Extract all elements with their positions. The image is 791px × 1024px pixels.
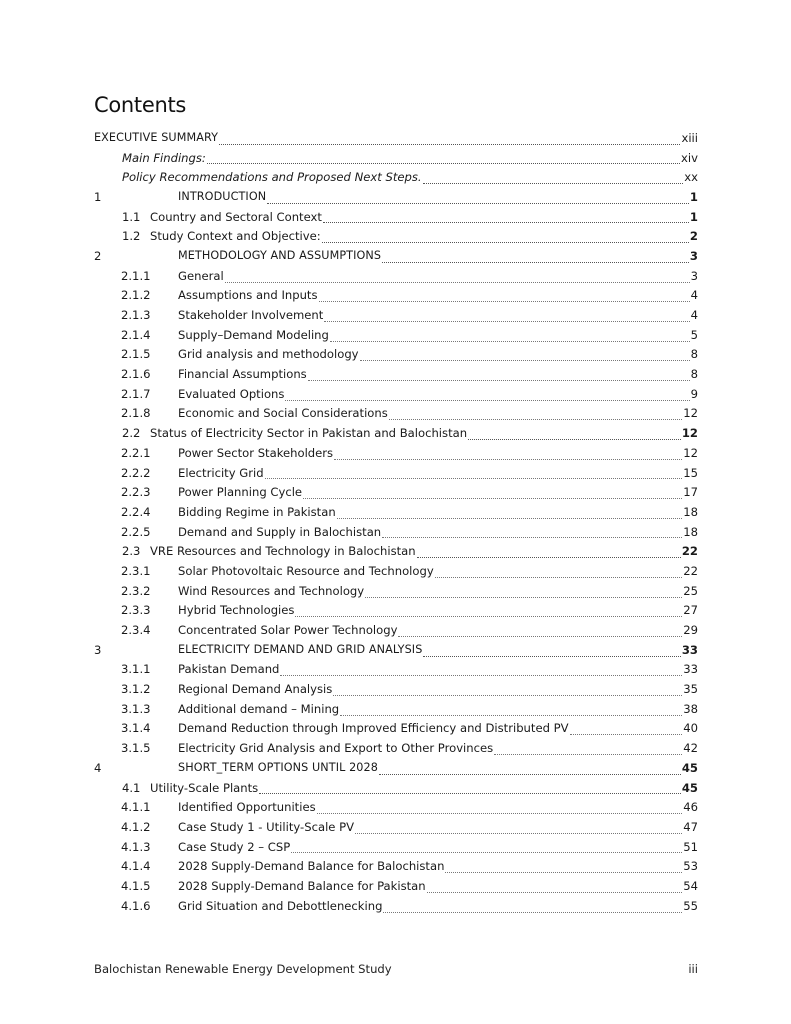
- toc-page: 4: [690, 308, 698, 323]
- toc-page: 8: [690, 347, 698, 362]
- toc-page: 25: [683, 583, 698, 598]
- footer-page-number: iii: [688, 962, 698, 976]
- toc-label: INTRODUCTION: [178, 190, 267, 204]
- toc-label: METHODOLOGY AND ASSUMPTIONS: [178, 249, 382, 263]
- dot-leader: [219, 132, 680, 145]
- toc-label: EXECUTIVE SUMMARY: [94, 131, 219, 145]
- dot-leader: [308, 368, 690, 381]
- toc-page: xiii: [681, 130, 698, 145]
- toc-entry-4-1-2[interactable]: [94, 817, 698, 837]
- toc-entry-2-2-3[interactable]: [94, 482, 698, 502]
- toc-page: 38: [683, 701, 698, 716]
- toc-page: 51: [683, 839, 698, 854]
- dot-leader: [319, 290, 690, 303]
- dot-leader: [355, 821, 682, 834]
- toc-page: 1: [689, 209, 698, 224]
- dot-leader: [423, 171, 684, 184]
- toc-page: 47: [683, 819, 698, 834]
- toc-page: 54: [683, 878, 698, 893]
- toc-number: 2.1.7: [121, 386, 151, 401]
- dot-leader: [382, 250, 689, 263]
- toc-number: 2.2.5: [121, 524, 151, 539]
- dot-leader: [417, 546, 681, 559]
- toc-entry-2-2-5[interactable]: [94, 522, 698, 542]
- toc-number: 2.1.5: [121, 347, 151, 362]
- toc-page: 45: [681, 760, 698, 775]
- toc-label: Status of Electricity Sector in Pakistan and Balochistan: [150, 426, 468, 441]
- toc-page: 12: [683, 445, 698, 460]
- toc-entry-2-1-4[interactable]: [94, 325, 698, 345]
- dot-leader: [280, 664, 682, 677]
- dot-leader: [291, 841, 682, 854]
- toc-label: Case Study 2 – CSP: [178, 839, 291, 854]
- toc-page: 12: [683, 406, 698, 421]
- toc-page: 22: [683, 563, 698, 578]
- toc-number: 2.2.1: [121, 445, 151, 460]
- dot-leader: [570, 723, 683, 736]
- toc-number: 2.1.8: [121, 406, 151, 421]
- toc-label: Wind Resources and Technology: [178, 583, 365, 598]
- toc-entry-3-1-2[interactable]: [94, 679, 698, 699]
- toc-label: General: [178, 268, 224, 283]
- dot-leader: [382, 526, 682, 539]
- toc-entry-2-3-2[interactable]: [94, 581, 698, 601]
- toc-entry-policy-recommendations[interactable]: [94, 167, 698, 187]
- toc-label: Additional demand – Mining: [178, 701, 340, 716]
- toc-label: Financial Assumptions: [178, 367, 307, 382]
- dot-leader: [303, 486, 682, 499]
- dot-leader: [494, 742, 682, 755]
- dot-leader: [435, 565, 683, 578]
- toc-page: 53: [683, 859, 698, 874]
- toc-entry-2-1-5[interactable]: [94, 345, 698, 365]
- toc-page: 8: [690, 367, 698, 382]
- dot-leader: [389, 408, 682, 421]
- toc-number: 2.2.4: [121, 504, 151, 519]
- toc-entry-4-1-6[interactable]: [94, 896, 698, 916]
- toc-label: Main Findings:: [122, 150, 206, 165]
- toc-page: 4: [690, 288, 698, 303]
- dot-leader: [445, 861, 682, 874]
- toc-label: Pakistan Demand: [178, 662, 280, 677]
- toc-page: 33: [683, 662, 698, 677]
- toc-number: 3.1.1: [121, 662, 151, 677]
- toc-number: 1.2: [122, 229, 141, 244]
- toc-entry-2-1-6[interactable]: [94, 364, 698, 384]
- toc-number: 3.1.5: [121, 741, 151, 756]
- dot-leader: [259, 782, 681, 795]
- dot-leader: [333, 683, 682, 696]
- toc-number: 2.2: [122, 426, 141, 441]
- toc-number: 2.2.3: [121, 485, 151, 500]
- toc-label: Policy Recommendations and Proposed Next Steps.: [122, 170, 422, 185]
- footer-document-title: Balochistan Renewable Energy Development Study: [94, 962, 392, 976]
- toc-number: 3.1.3: [121, 701, 151, 716]
- dot-leader: [324, 309, 689, 322]
- dot-leader: [285, 388, 689, 401]
- toc-label: VRE Resources and Technology in Balochistan: [150, 544, 416, 559]
- toc-entry-2-1-8[interactable]: [94, 404, 698, 424]
- toc-number: 2.1.4: [121, 327, 151, 342]
- toc-entry-2-2[interactable]: [94, 423, 698, 443]
- toc-number: 4: [94, 760, 102, 775]
- toc-page: 40: [683, 721, 698, 736]
- toc-entry-2-2-4[interactable]: [94, 502, 698, 522]
- toc-number: 1.1: [122, 209, 141, 224]
- toc-label: Demand Reduction through Improved Efficiency and Distributed PV: [178, 721, 569, 736]
- toc-number: 3: [94, 642, 102, 657]
- toc-page: 29: [683, 623, 698, 638]
- toc-number: 3.1.2: [121, 682, 151, 697]
- toc-label: Hybrid Technologies: [178, 603, 295, 618]
- toc-number: 2.1.2: [121, 288, 151, 303]
- toc-page: 3: [690, 268, 698, 283]
- toc-label: Electricity Grid: [178, 465, 264, 480]
- toc-page: 1: [689, 189, 698, 204]
- toc-number: 2.3.4: [121, 623, 151, 638]
- dot-leader: [267, 191, 689, 204]
- toc-label: SHORT_TERM OPTIONS UNTIL 2028: [178, 761, 378, 775]
- toc-label: Country and Sectoral Context: [150, 209, 322, 224]
- toc-label: Evaluated Options: [178, 386, 285, 401]
- dot-leader: [337, 506, 683, 519]
- toc-entry-2-3-4[interactable]: [94, 620, 698, 640]
- toc-label: ELECTRICITY DEMAND AND GRID ANALYSIS: [178, 643, 423, 657]
- toc-page: 45: [681, 780, 698, 795]
- toc-label: Economic and Social Considerations: [178, 406, 388, 421]
- toc-entry-4-1-5[interactable]: [94, 876, 698, 896]
- toc-entry-2-3-1[interactable]: [94, 561, 698, 581]
- toc-entry-3-1-4[interactable]: [94, 719, 698, 739]
- toc-entry-2-1-1[interactable]: [94, 266, 698, 286]
- toc-label: Concentrated Solar Power Technology: [178, 623, 398, 638]
- toc-label: Identified Opportunities: [178, 800, 316, 815]
- toc-entry-1-1[interactable]: [94, 207, 698, 227]
- dot-leader: [379, 762, 681, 775]
- dot-leader: [295, 605, 682, 618]
- toc-label: Stakeholder Involvement: [178, 308, 324, 323]
- toc-entry-chapter-4[interactable]: [94, 758, 698, 778]
- toc-label: Study Context and Objective:: [150, 229, 321, 244]
- dot-leader: [468, 427, 681, 440]
- toc-number: 4.1.3: [121, 839, 151, 854]
- toc-entry-2-2-2[interactable]: [94, 463, 698, 483]
- dot-leader: [398, 624, 682, 637]
- dot-leader: [317, 801, 683, 814]
- dot-leader: [340, 703, 682, 716]
- toc-number: 4.1: [122, 780, 141, 795]
- toc-entry-3-1-3[interactable]: [94, 699, 698, 719]
- toc-entry-2-1-7[interactable]: [94, 384, 698, 404]
- toc-label: Solar Photovoltaic Resource and Technology: [178, 563, 434, 578]
- dot-leader: [360, 349, 690, 362]
- toc-number: 2.3.2: [121, 583, 151, 598]
- toc-label: Assumptions and Inputs: [178, 288, 318, 303]
- dot-leader: [365, 585, 682, 598]
- toc-number: 1: [94, 189, 102, 204]
- toc-page: 46: [683, 800, 698, 815]
- toc-label: Grid Situation and Debottlenecking: [178, 898, 383, 913]
- toc-page: 22: [681, 544, 698, 559]
- dot-leader: [225, 270, 690, 283]
- toc-number: 4.1.2: [121, 819, 151, 834]
- toc-page: 18: [683, 524, 698, 539]
- toc-entry-4-1-4[interactable]: [94, 856, 698, 876]
- toc-entry-2-1-2[interactable]: [94, 286, 698, 306]
- toc-entry-4-1[interactable]: [94, 778, 698, 798]
- toc-label: Case Study 1 - Utility-Scale PV: [178, 819, 355, 834]
- toc-label: Bidding Regime in Pakistan: [178, 504, 336, 519]
- toc-label: Utility-Scale Plants: [150, 780, 259, 795]
- toc-page: 9: [690, 386, 698, 401]
- table-of-contents: [94, 128, 698, 916]
- dot-leader: [265, 467, 683, 480]
- toc-page: 42: [683, 741, 698, 756]
- toc-number: 2.3: [122, 544, 141, 559]
- toc-page: xx: [684, 170, 698, 185]
- toc-label: Power Planning Cycle: [178, 485, 303, 500]
- toc-page: 27: [683, 603, 698, 618]
- toc-entry-chapter-1[interactable]: [94, 187, 698, 207]
- toc-entry-chapter-2[interactable]: [94, 246, 698, 266]
- page-title: Contents: [94, 93, 187, 117]
- toc-label: Grid analysis and methodology: [178, 347, 359, 362]
- toc-entry-2-1-3[interactable]: [94, 305, 698, 325]
- toc-label: Supply–Demand Modeling: [178, 327, 329, 342]
- toc-page: 55: [683, 898, 698, 913]
- toc-entry-executive-summary[interactable]: [94, 128, 698, 148]
- toc-page: 12: [681, 426, 698, 441]
- toc-number: 4.1.1: [121, 800, 151, 815]
- toc-number: 2.1.1: [121, 268, 151, 283]
- toc-number: 2.3.1: [121, 563, 151, 578]
- dot-leader: [330, 329, 690, 342]
- toc-page: 33: [681, 642, 698, 657]
- toc-page: 2: [689, 229, 698, 244]
- toc-number: 2.1.6: [121, 367, 151, 382]
- toc-number: 2: [94, 248, 102, 263]
- toc-number: 2.3.3: [121, 603, 151, 618]
- dot-leader: [322, 231, 689, 244]
- toc-number: 4.1.6: [121, 898, 151, 913]
- dot-leader: [334, 447, 682, 460]
- dot-leader: [383, 900, 682, 913]
- toc-page: 35: [683, 682, 698, 697]
- toc-entry-2-3[interactable]: [94, 541, 698, 561]
- toc-number: 2.2.2: [121, 465, 151, 480]
- toc-number: 4.1.4: [121, 859, 151, 874]
- toc-label: 2028 Supply-Demand Balance for Pakistan: [178, 878, 426, 893]
- toc-label: Electricity Grid Analysis and Export to Other Provinces: [178, 741, 494, 756]
- toc-page: xiv: [681, 150, 698, 165]
- dot-leader: [207, 152, 680, 165]
- toc-entry-2-2-1[interactable]: [94, 443, 698, 463]
- dot-leader: [423, 644, 680, 657]
- toc-entry-3-1-1[interactable]: [94, 660, 698, 680]
- toc-page: 5: [690, 327, 698, 342]
- toc-entry-3-1-5[interactable]: [94, 738, 698, 758]
- toc-label: 2028 Supply-Demand Balance for Balochistan: [178, 859, 445, 874]
- toc-number: 4.1.5: [121, 878, 151, 893]
- toc-page: 18: [683, 504, 698, 519]
- page-footer: [94, 962, 698, 976]
- toc-entry-chapter-3[interactable]: [94, 640, 698, 660]
- toc-entry-4-1-1[interactable]: [94, 797, 698, 817]
- toc-page: 17: [683, 485, 698, 500]
- toc-entry-2-3-3[interactable]: [94, 601, 698, 621]
- toc-page: 3: [689, 248, 698, 263]
- toc-entry-main-findings[interactable]: [94, 148, 698, 168]
- toc-number: 3.1.4: [121, 721, 151, 736]
- toc-entry-4-1-3[interactable]: [94, 837, 698, 857]
- toc-label: Regional Demand Analysis: [178, 682, 333, 697]
- dot-leader: [323, 211, 689, 224]
- dot-leader: [427, 880, 683, 893]
- toc-label: Power Sector Stakeholders: [178, 445, 334, 460]
- toc-label: Demand and Supply in Balochistan: [178, 524, 382, 539]
- toc-number: 2.1.3: [121, 308, 151, 323]
- toc-page: 15: [683, 465, 698, 480]
- toc-entry-1-2[interactable]: [94, 226, 698, 246]
